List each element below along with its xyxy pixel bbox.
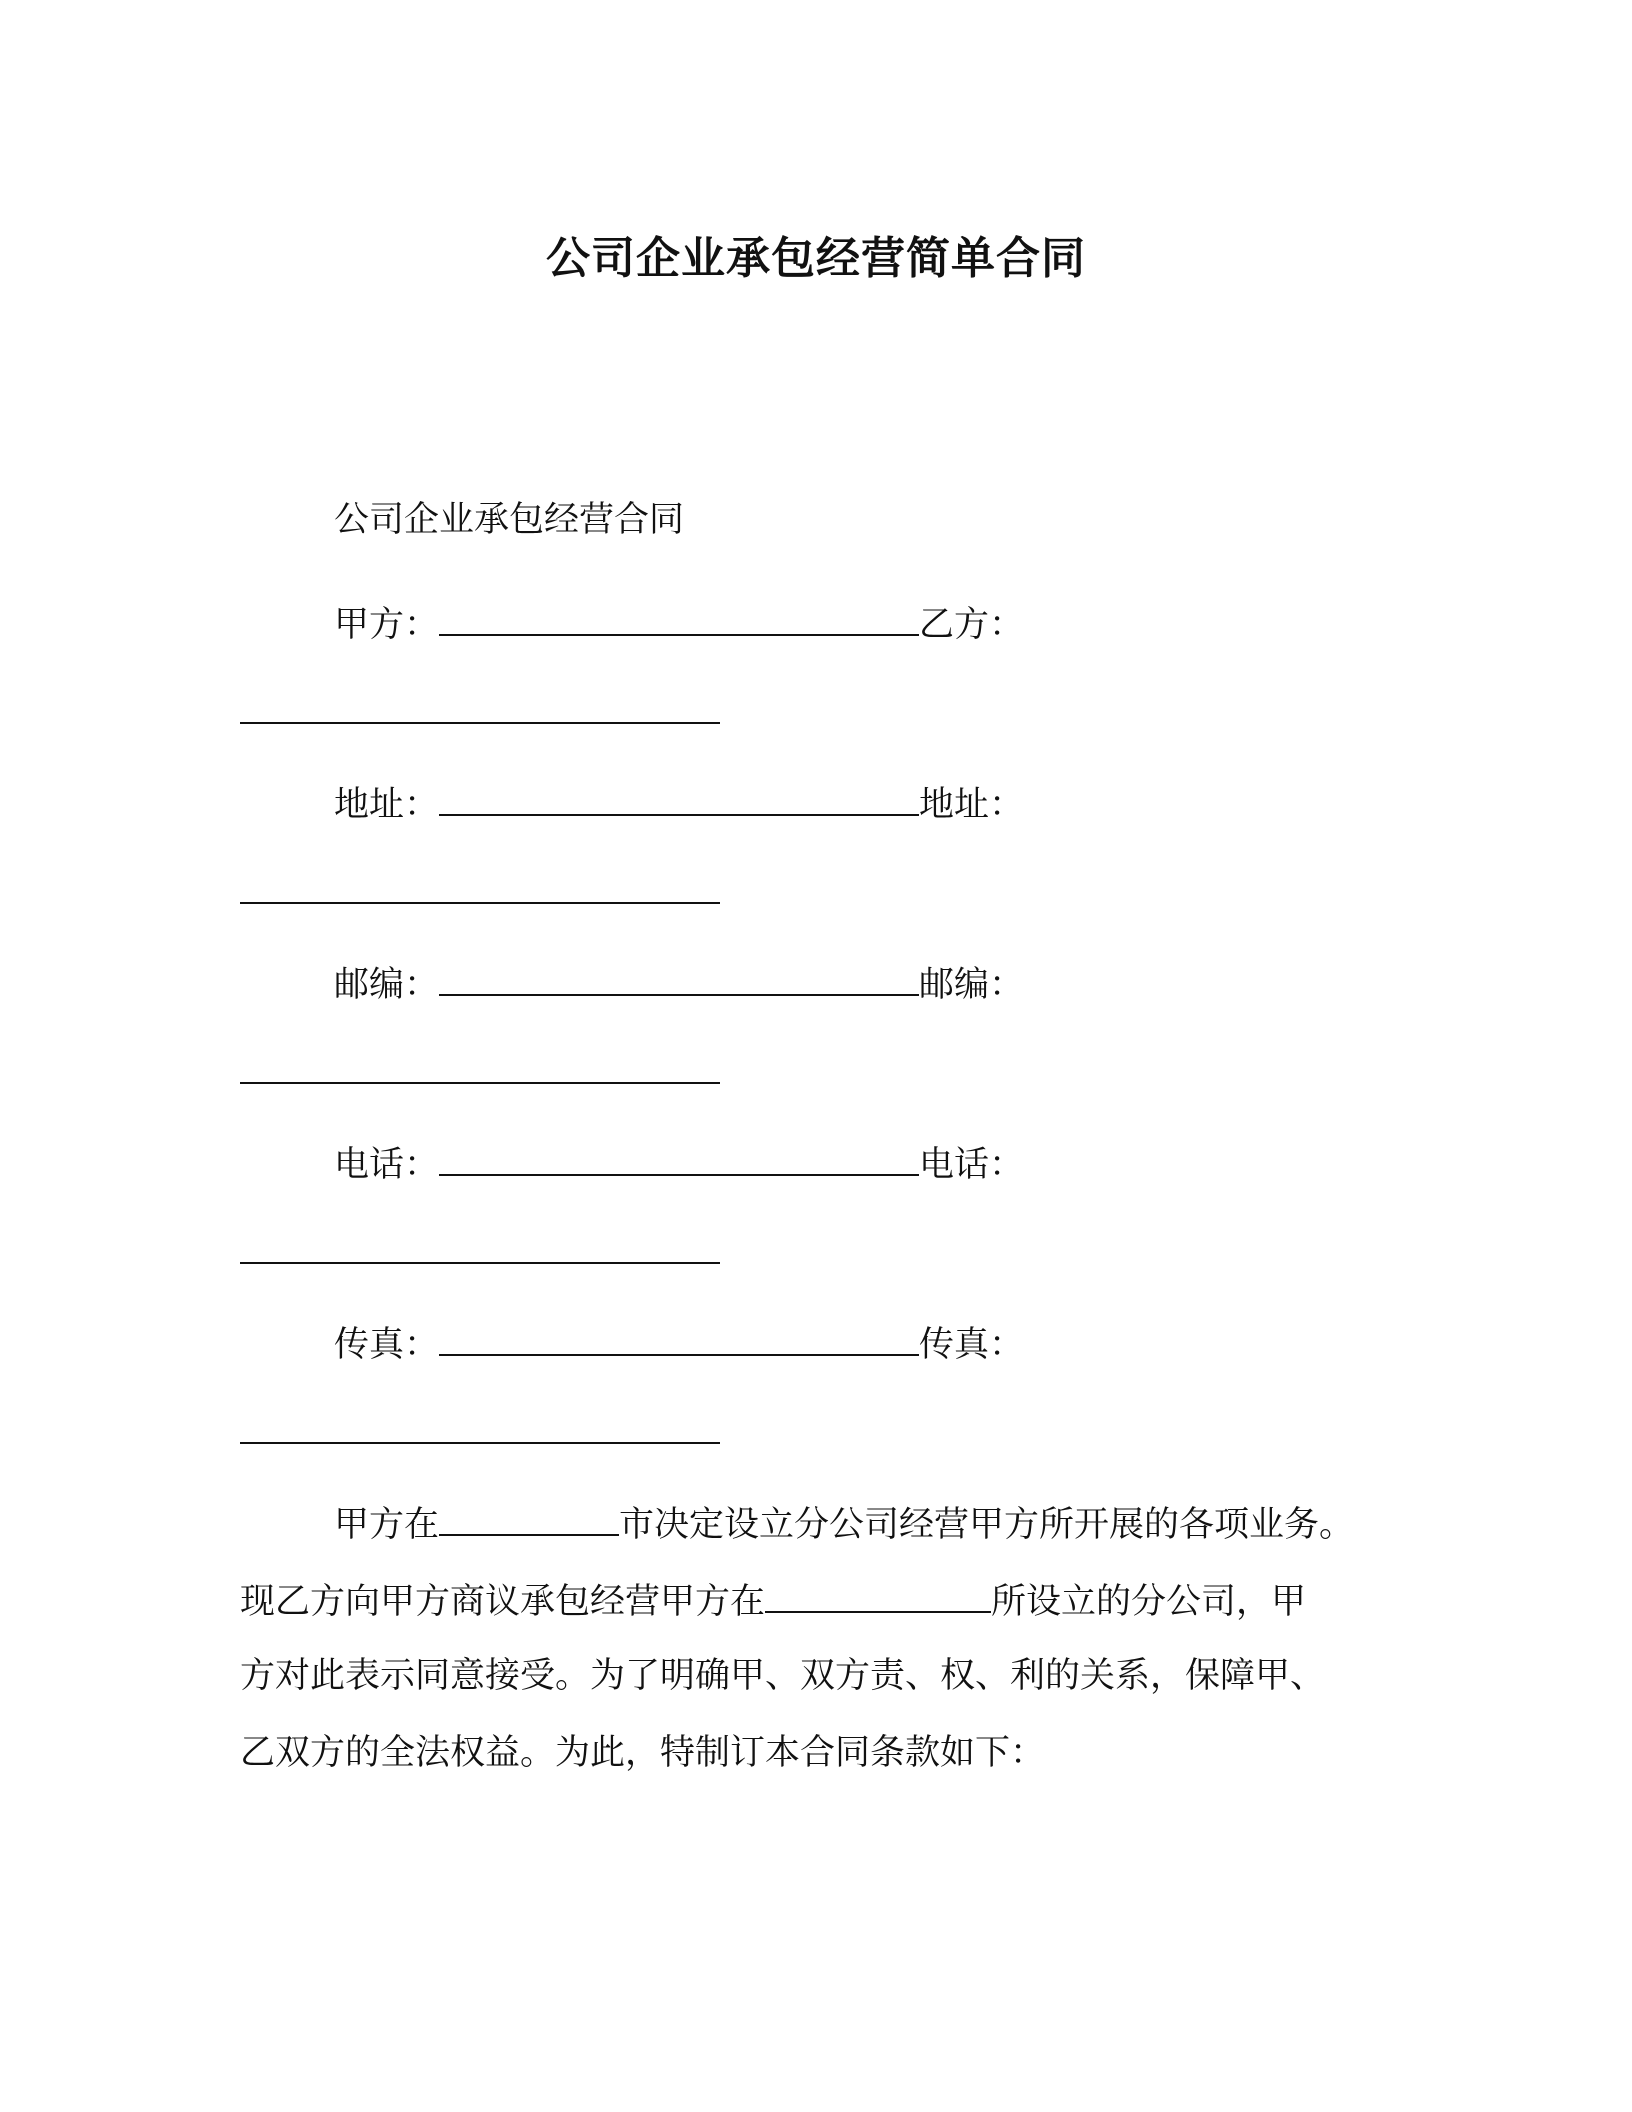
field-label-party-b: 乙方： bbox=[919, 605, 1025, 645]
party-b-blank[interactable] bbox=[240, 722, 720, 724]
field-row-fax bbox=[334, 1320, 1024, 1367]
phone-b-blank[interactable] bbox=[240, 1262, 720, 1264]
paragraph-text: 所设立的分公司，甲 bbox=[991, 1582, 1307, 1622]
fax-b-blank[interactable] bbox=[240, 1442, 720, 1444]
paragraph-text: 甲方在 bbox=[334, 1505, 440, 1545]
field-label-phone-b: 电话： bbox=[919, 1145, 1025, 1185]
field-label-postcode-b: 邮编： bbox=[919, 965, 1025, 1005]
field-label-address-b: 地址： bbox=[919, 785, 1025, 825]
paragraph-line-3: 方对此表示同意接受。为了明确甲、双方责、权、利的关系，保障甲、 bbox=[240, 1656, 1326, 1696]
phone-a-blank[interactable] bbox=[439, 1140, 919, 1176]
city-blank[interactable] bbox=[439, 1500, 619, 1536]
paragraph-line-1 bbox=[334, 1500, 1354, 1547]
field-label-party-a: 甲方： bbox=[334, 605, 440, 645]
paragraph-line-4: 乙双方的全法权益。为此，特制订本合同条款如下： bbox=[240, 1733, 1046, 1773]
document-title: 公司企业承包经营简单合同 bbox=[546, 233, 1086, 284]
paragraph-text: 市决定设立分公司经营甲方所开展的各项业务。 bbox=[619, 1505, 1355, 1545]
field-label-phone-a: 电话： bbox=[334, 1145, 440, 1185]
address-b-blank[interactable] bbox=[240, 902, 720, 904]
field-row-address bbox=[334, 780, 1024, 827]
postcode-b-blank[interactable] bbox=[240, 1082, 720, 1084]
field-row-party bbox=[334, 600, 1024, 647]
contract-subtitle: 公司企业承包经营合同 bbox=[334, 500, 685, 540]
paragraph-line-2 bbox=[240, 1577, 1306, 1624]
field-label-address-a: 地址： bbox=[334, 785, 440, 825]
paragraph-text: 现乙方向甲方商议承包经营甲方在 bbox=[240, 1582, 766, 1622]
field-row-postcode bbox=[334, 960, 1024, 1007]
field-row-phone bbox=[334, 1140, 1024, 1187]
field-label-fax-a: 传真： bbox=[334, 1325, 440, 1365]
postcode-a-blank[interactable] bbox=[439, 960, 919, 996]
party-a-blank[interactable] bbox=[439, 600, 919, 636]
field-label-postcode-a: 邮编： bbox=[334, 965, 440, 1005]
address-a-blank[interactable] bbox=[439, 780, 919, 816]
branch-location-blank[interactable] bbox=[765, 1577, 991, 1613]
fax-a-blank[interactable] bbox=[439, 1320, 919, 1356]
field-label-fax-b: 传真： bbox=[919, 1325, 1025, 1365]
